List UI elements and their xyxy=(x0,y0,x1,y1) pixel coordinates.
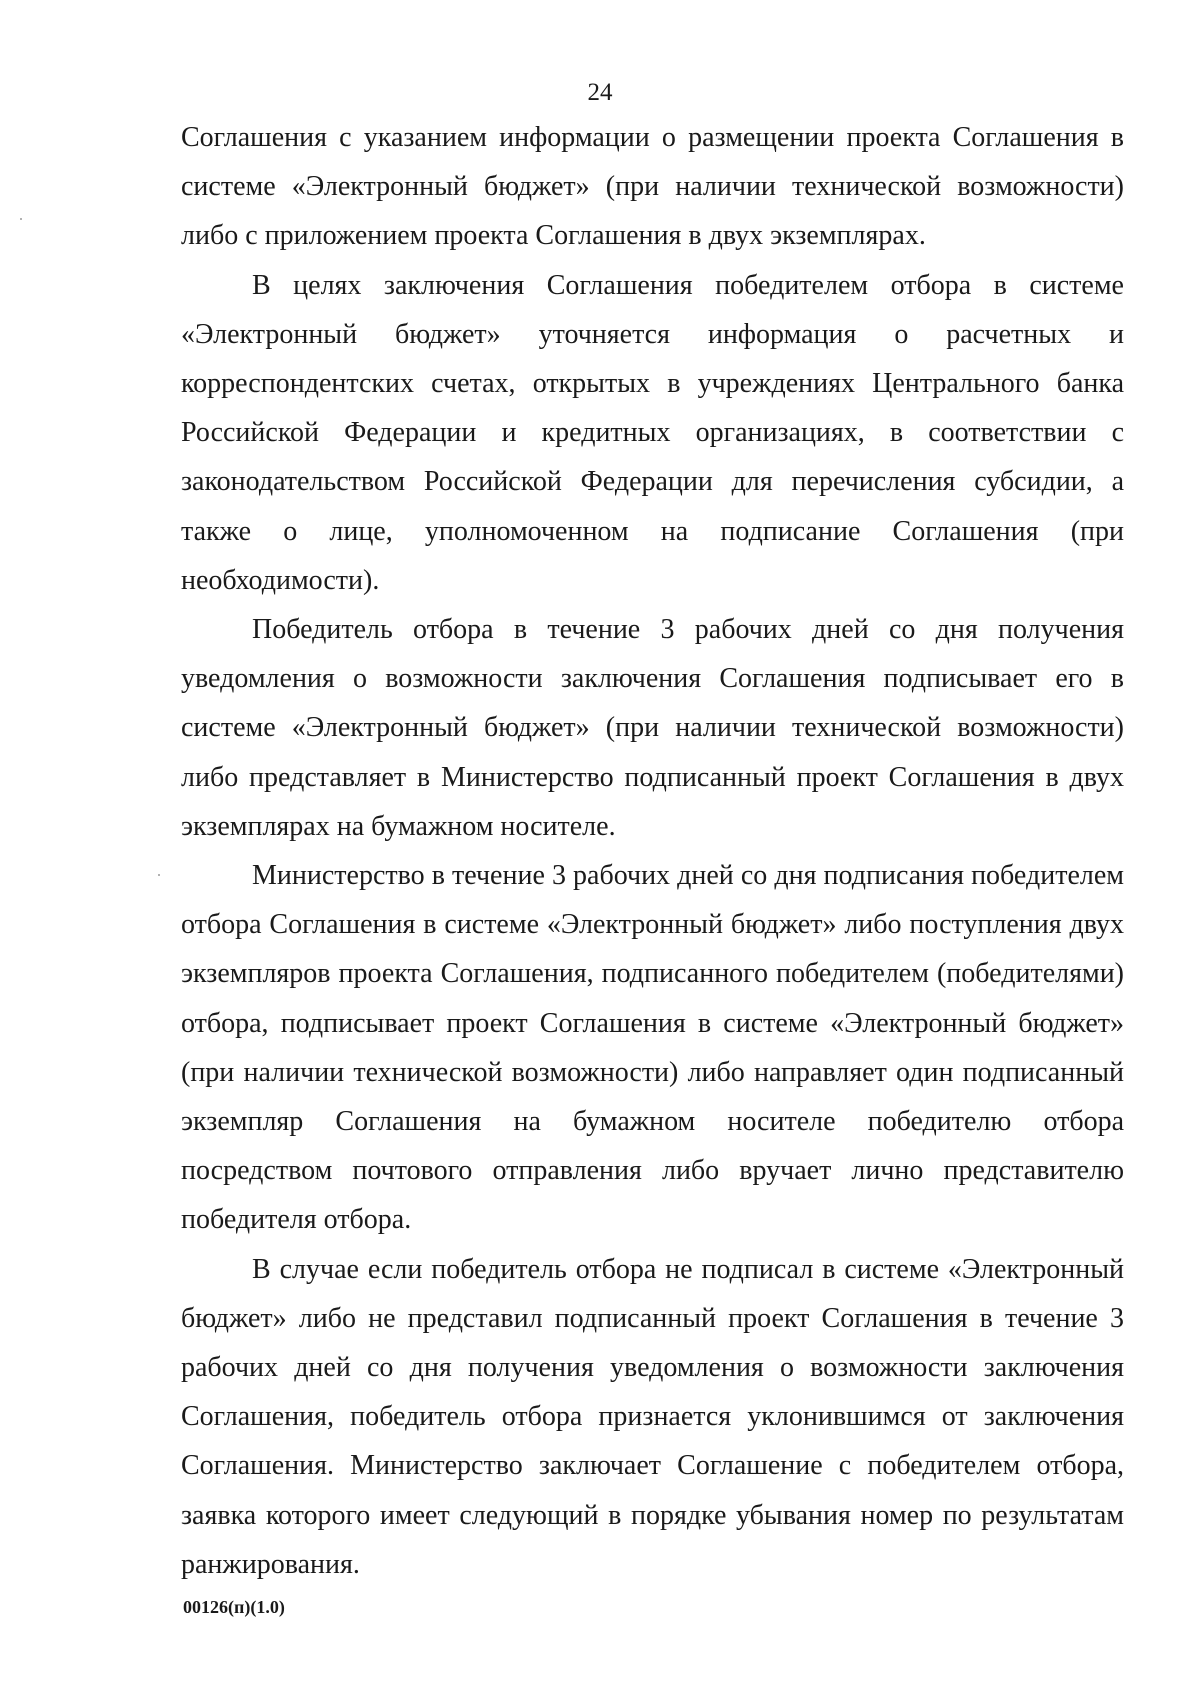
page-number: 24 xyxy=(587,79,613,106)
scan-speck xyxy=(158,874,160,876)
paragraph-settlement-accounts: В целях заключения Соглашения победителем отбора в системе «Электронный бюджет» уточняется информация о расчетных и корреспондентских счетах, открытых в учреждениях Центрального банка Российской Федерации и кредитных организациях, в соответствии с законодательством Российской Федерации для перечисления субсидии, а также о лице, уполномоченном на подписание Соглашения (при необходимости). xyxy=(181,269,1124,596)
paragraph-continuation: Соглашения с указанием информации о размещении проекта Соглашения в системе «Электронный бюджет» (при наличии технической возможности) либо с приложением проекта Соглашения в двух экземплярах. xyxy=(181,122,1124,252)
document-body xyxy=(181,113,1124,1589)
scan-speck xyxy=(20,218,22,220)
paragraph-ministry-signing: Министерство в течение 3 рабочих дней со дня подписания победителем отбора Соглашения в системе «Электронный бюджет» либо поступления двух экземпляров проекта Соглашения, подписанного победителем (победителями) отбора, подписывает проект Соглашения в системе «Электронный бюджет» (при наличии технической возможности) либо направляет один подписанный экземпляр Соглашения на бумажном носителе победителю отбора посредством почтового отправления либо вручает лично представителю победителя отбора. xyxy=(181,860,1124,1236)
paragraph-winner-signing: Победитель отбора в течение 3 рабочих дней со дня получения уведомления о возможности заключения Соглашения подписывает его в системе «Электронный бюджет» (при наличии технической возможности) либо представляет в Министерство подписанный проект Соглашения в двух экземплярах на бумажном носителе. xyxy=(181,614,1124,842)
paragraph-evasion: В случае если победитель отбора не подписал в системе «Электронный бюджет» либо не представил подписанный проект Соглашения в течение 3 рабочих дней со дня получения уведомления о возможности заключения Соглашения, победитель отбора признается уклонившимся от заключения Соглашения. Министерство заключает Соглашение с победителем отбора, заявка которого имеет следующий в порядке убывания номер по результатам ранжирования. xyxy=(181,1253,1124,1580)
document-footer-code: 00126(п)(1.0) xyxy=(183,1597,285,1617)
